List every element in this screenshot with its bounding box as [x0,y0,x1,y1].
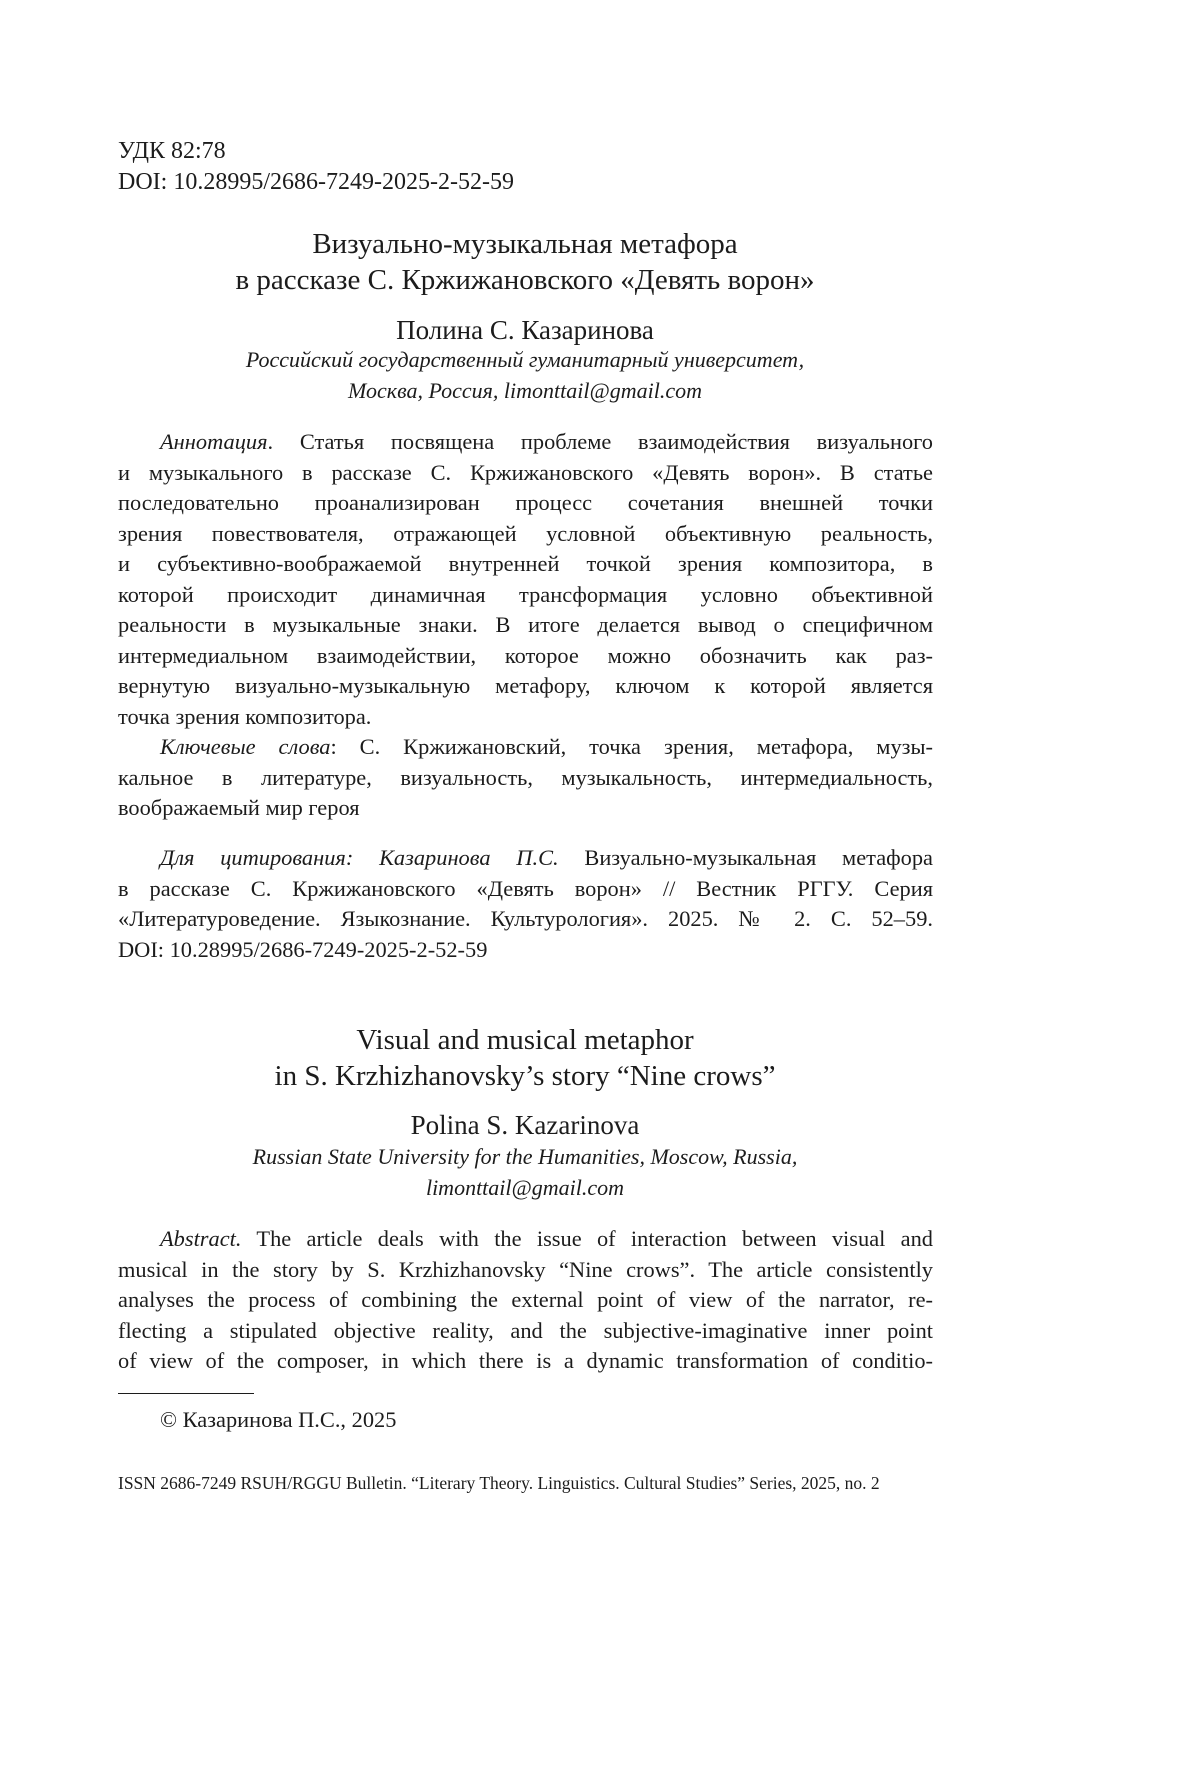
ru-affiliation-line-1: Российский государственный гуманитарный университет, [110,344,940,375]
ru-abstract-line: и музыкального в рассказе С. Кржижановского «Девять ворон». В статье [118,458,933,489]
ru-abstract-line: зрения повествователя, отражающей условной объективную реальность, [118,519,933,550]
ru-keywords-line: Ключевые слова: С. Кржижановский, точка зрения, метафора, музы- [118,732,933,763]
ru-abstract-line: и субъективно-воображаемой внутренней точкой зрения композитора, в [118,549,933,580]
en-abstract-line: musical in the story by S. Krzhizhanovsky “Nine crows”. The article consistently [118,1255,933,1286]
ru-keywords-label: Ключевые слова [160,734,330,759]
article-metadata [118,136,514,198]
en-abstract-line: flecting a stipulated objective reality, and the subjective-imaginative inner point [118,1316,933,1347]
en-title-line-1: Visual and musical metaphor [110,1022,940,1058]
en-title-line-2: in S. Krzhizhanovsky’s story “Nine crows” [110,1058,940,1094]
en-abstract-line: Abstract. The article deals with the issue of interaction between visual and [118,1224,933,1255]
en-abstract-line: analyses the process of combining the external point of view of the narrator, re- [118,1285,933,1316]
en-affiliation [110,1141,940,1203]
en-affiliation-line-2: limonttail@gmail.com [110,1172,940,1203]
ru-keywords-line: кальное в литературе, визуальность, музыкальность, интермедиальность, [118,763,933,794]
en-abstract [118,1224,933,1377]
en-abstract-label: Abstract. [160,1226,241,1251]
en-abstract-line: of view of the composer, in which there is a dynamic transformation of conditio- [118,1346,933,1377]
ru-affiliation [110,344,940,406]
ru-abstract-line: последовательно проанализирован процесс сочетания внешней точки [118,488,933,519]
ru-abstract [118,427,933,824]
ru-citation-line: Для цитирования: Казаринова П.С. Визуально-музыкальная метафора [118,843,933,874]
ru-abstract-line: вернутую визуально-музыкальную метафору, ключом к которой является [118,671,933,702]
copyright-note: © Казаринова П.С., 2025 [160,1405,396,1435]
ru-title-line-1: Визуально-музыкальная метафора [110,226,940,262]
en-title [110,1022,940,1094]
doi-line: DOI: 10.28995/2686-7249-2025-2-52-59 [118,167,514,198]
ru-abstract-line: реальности в музыкальные знаки. В итоге делается вывод о специфичном [118,610,933,641]
ru-citation-line: DOI: 10.28995/2686-7249-2025-2-52-59 [118,935,933,966]
ru-title [110,226,940,298]
footnote-divider [118,1393,254,1394]
en-affiliation-line-1: Russian State University for the Humanities, Moscow, Russia, [110,1141,940,1172]
ru-citation-line: «Литературоведение. Языкознание. Культурология». 2025. № 2. С. 52–59. [118,904,933,935]
en-author: Polina S. Kazarinova [110,1108,940,1142]
ru-citation [118,843,933,965]
ru-title-line-2: в рассказе С. Кржижановского «Девять ворон» [110,262,940,298]
ru-citation-label: Для цитирования: Казаринова П.С. [160,845,559,870]
ru-abstract-line: интермедиальном взаимодействии, которое можно обозначить как раз- [118,641,933,672]
ru-author: Полина С. Казаринова [110,313,940,347]
ru-citation-line: в рассказе С. Кржижановского «Девять ворон» // Вестник РГГУ. Серия [118,874,933,905]
ru-abstract-label: Аннотация [160,429,268,454]
page-footer: ISSN 2686-7249 RSUH/RGGU Bulletin. “Literary Theory. Linguistics. Cultural Studies” Series, 2025, no. 2 [118,1471,880,1495]
ru-keywords-line: воображаемый мир героя [118,793,933,824]
ru-abstract-line: которой происходит динамичная трансформация условно объективной [118,580,933,611]
udk-code: УДК 82:78 [118,136,514,167]
ru-affiliation-line-2: Москва, Россия, limonttail@gmail.com [110,375,940,406]
ru-abstract-line: точка зрения композитора. [118,702,933,733]
journal-page [0,0,1050,1780]
ru-abstract-line: Аннотация. Статья посвящена проблеме взаимодействия визуального [118,427,933,458]
